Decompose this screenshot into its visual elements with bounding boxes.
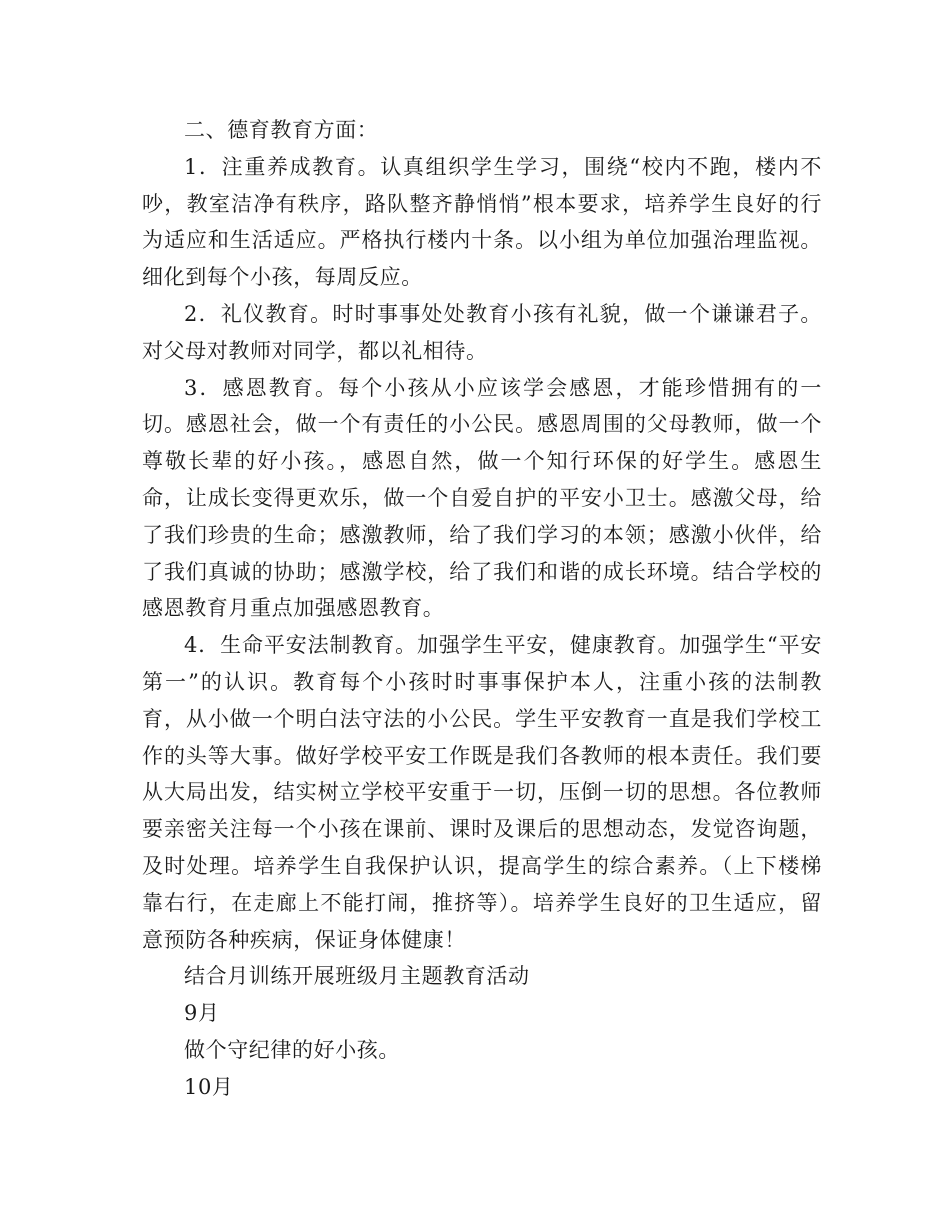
paragraph-safety-law-education: 4．生命平安法制教育。加强学生平安，健康教育。加强学生“平安第一”的认识。教育每个小孩时时事事保护本人，注重小孩的法制教育，从小做一个明白法守法的小公民。学生平安教育一直是我们学校工作的头等大事。做好学校平安工作既是我们各教师的根本责任。我们要从大局出发，结实树立学校平安重于一切，压倒一切的思想。各位教师要亲密关注每一个小孩在课前、课时及课后的思想动态，发觉咨询题，及时处理。培养学生自我保护认识，提高学生的综合素养。（上下楼梯靠右行，在走廊上不能打闹，推挤等）。培养学生良好的卫生适应，留意预防各种疾病，保证身体健康！ [142, 633, 822, 952]
paragraph-etiquette-education: 2．礼仪教育。时时事事处处教育小孩有礼貌，做一个谦谦君子。对父母对教师对同学，都以礼相待。 [142, 301, 822, 363]
month-theme-september: 做个守纪律的好小孩。 [184, 1037, 400, 1062]
month-label-october: 10月 [184, 1074, 234, 1099]
paragraph-habit-education: 1．注重养成教育。认真组织学生学习，围绕“校内不跑，楼内不吵，教室洁净有秩序，路队整齐静悄悄”根本要求，培养学生良好的行为适应和生活适应。严格执行楼内十条。以小组为单位加强治理监视。细化到每个小孩，每周反应。 [142, 154, 822, 290]
activity-intro: 结合月训练开展班级月主题教育活动 [184, 964, 530, 989]
month-label-september: 9月 [184, 1001, 220, 1026]
document-body [142, 112, 822, 1106]
paragraph-gratitude-education: 3．感恩教育。每个小孩从小应该学会感恩，才能珍惜拥有的一切。感恩社会，做一个有责任的小公民。感恩周围的父母教师，做一个尊敬长辈的好小孩。，感恩自然，做一个知行环保的好学生。感恩生命，让成长变得更欢乐，做一个自爱自护的平安小卫士。感激父母，给了我们珍贵的生命；感激教师，给了我们学习的本领；感激小伙伴，给了我们真诚的协助；感激学校，给了我们和谐的成长环境。结合学校的感恩教育月重点加强感恩教育。 [142, 375, 822, 621]
section-heading: 二、德育教育方面： [184, 118, 379, 142]
